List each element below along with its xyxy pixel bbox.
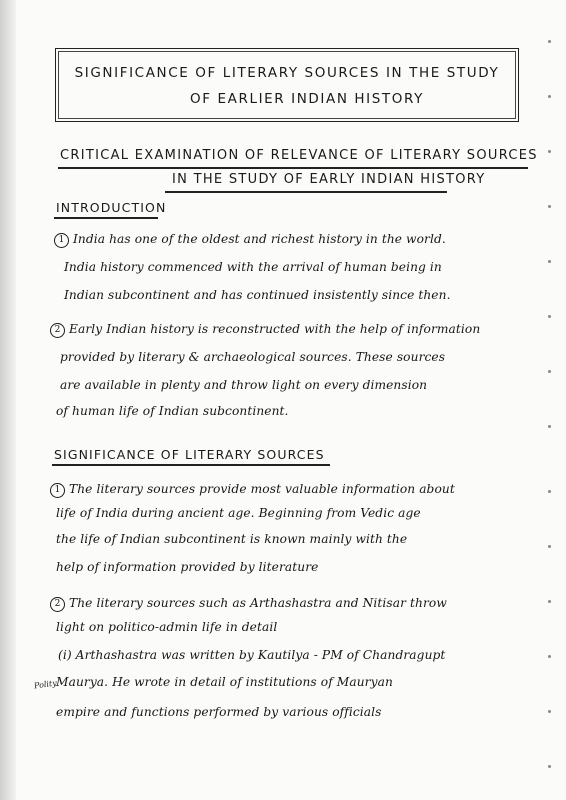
- critical-heading-line-2: IN THE STUDY OF EARLY INDIAN HISTORY: [172, 172, 486, 187]
- sig-p1-line-1: [50, 482, 455, 498]
- critical-underline-1: [58, 167, 528, 169]
- intro-p2-line-2: provided by literary & archaeological sources. These sources: [60, 350, 446, 364]
- number-badge: 1: [50, 483, 65, 498]
- sig-p1-text: The literary sources provide most valuable information about: [69, 482, 455, 496]
- sig-p1-line-4: help of information provided by literature: [56, 560, 319, 574]
- number-badge: 2: [50, 323, 65, 338]
- title-box: [55, 48, 519, 122]
- sig-p1-line-2: life of India during ancient age. Beginning from Vedic age: [56, 506, 421, 520]
- intro-p1-line-3: Indian subcontinent and has continued insistently since then.: [64, 288, 451, 302]
- intro-p2-line-1: [50, 322, 480, 338]
- margin-punch-dots: [548, 0, 556, 800]
- significance-underline: [52, 464, 330, 466]
- title-line-1: SIGNIFICANCE OF LITERARY SOURCES IN THE STUDY: [74, 65, 500, 81]
- intro-p1-line-1: [54, 232, 446, 248]
- critical-underline-2: [165, 191, 447, 193]
- title-line-2: OF EARLIER INDIAN HISTORY: [190, 91, 424, 107]
- sig-p2-line-1: [50, 596, 447, 612]
- intro-p1-text: India has one of the oldest and richest history in the world.: [73, 232, 446, 246]
- significance-heading: SIGNIFICANCE OF LITERARY SOURCES: [54, 447, 325, 462]
- number-badge: 1: [54, 233, 69, 248]
- sig-sub-i-line-2: Maurya. He wrote in detail of institutions of Mauryan: [56, 675, 393, 689]
- sig-p2-text: The literary sources such as Arthashastra and Nitisar throw: [69, 596, 447, 610]
- introduction-heading: INTRODUCTION: [56, 200, 167, 215]
- intro-p1-line-2: India history commenced with the arrival of human being in: [64, 260, 442, 274]
- sig-sub-i-line-1: (i) Arthashastra was written by Kautilya - PM of Chandragupt: [58, 648, 446, 662]
- critical-heading-line-1: CRITICAL EXAMINATION OF RELEVANCE OF LITERARY SOURCES: [60, 148, 538, 163]
- page-binding-edge: [0, 0, 16, 800]
- sig-p1-line-3: the life of Indian subcontinent is known mainly with the: [56, 532, 408, 546]
- margin-note-polity: Polity: [33, 678, 58, 691]
- sig-p2-line-2: light on politico-admin life in detail: [56, 620, 278, 634]
- intro-p2-line-3: are available in plenty and throw light on every dimension: [60, 378, 428, 392]
- sig-sub-i-line-3: empire and functions performed by various officials: [56, 705, 382, 719]
- intro-p2-text: Early Indian history is reconstructed with the help of information: [69, 322, 481, 336]
- number-badge: 2: [50, 597, 65, 612]
- introduction-underline: [54, 217, 158, 219]
- intro-p2-line-4: of human life of Indian subcontinent.: [56, 404, 289, 418]
